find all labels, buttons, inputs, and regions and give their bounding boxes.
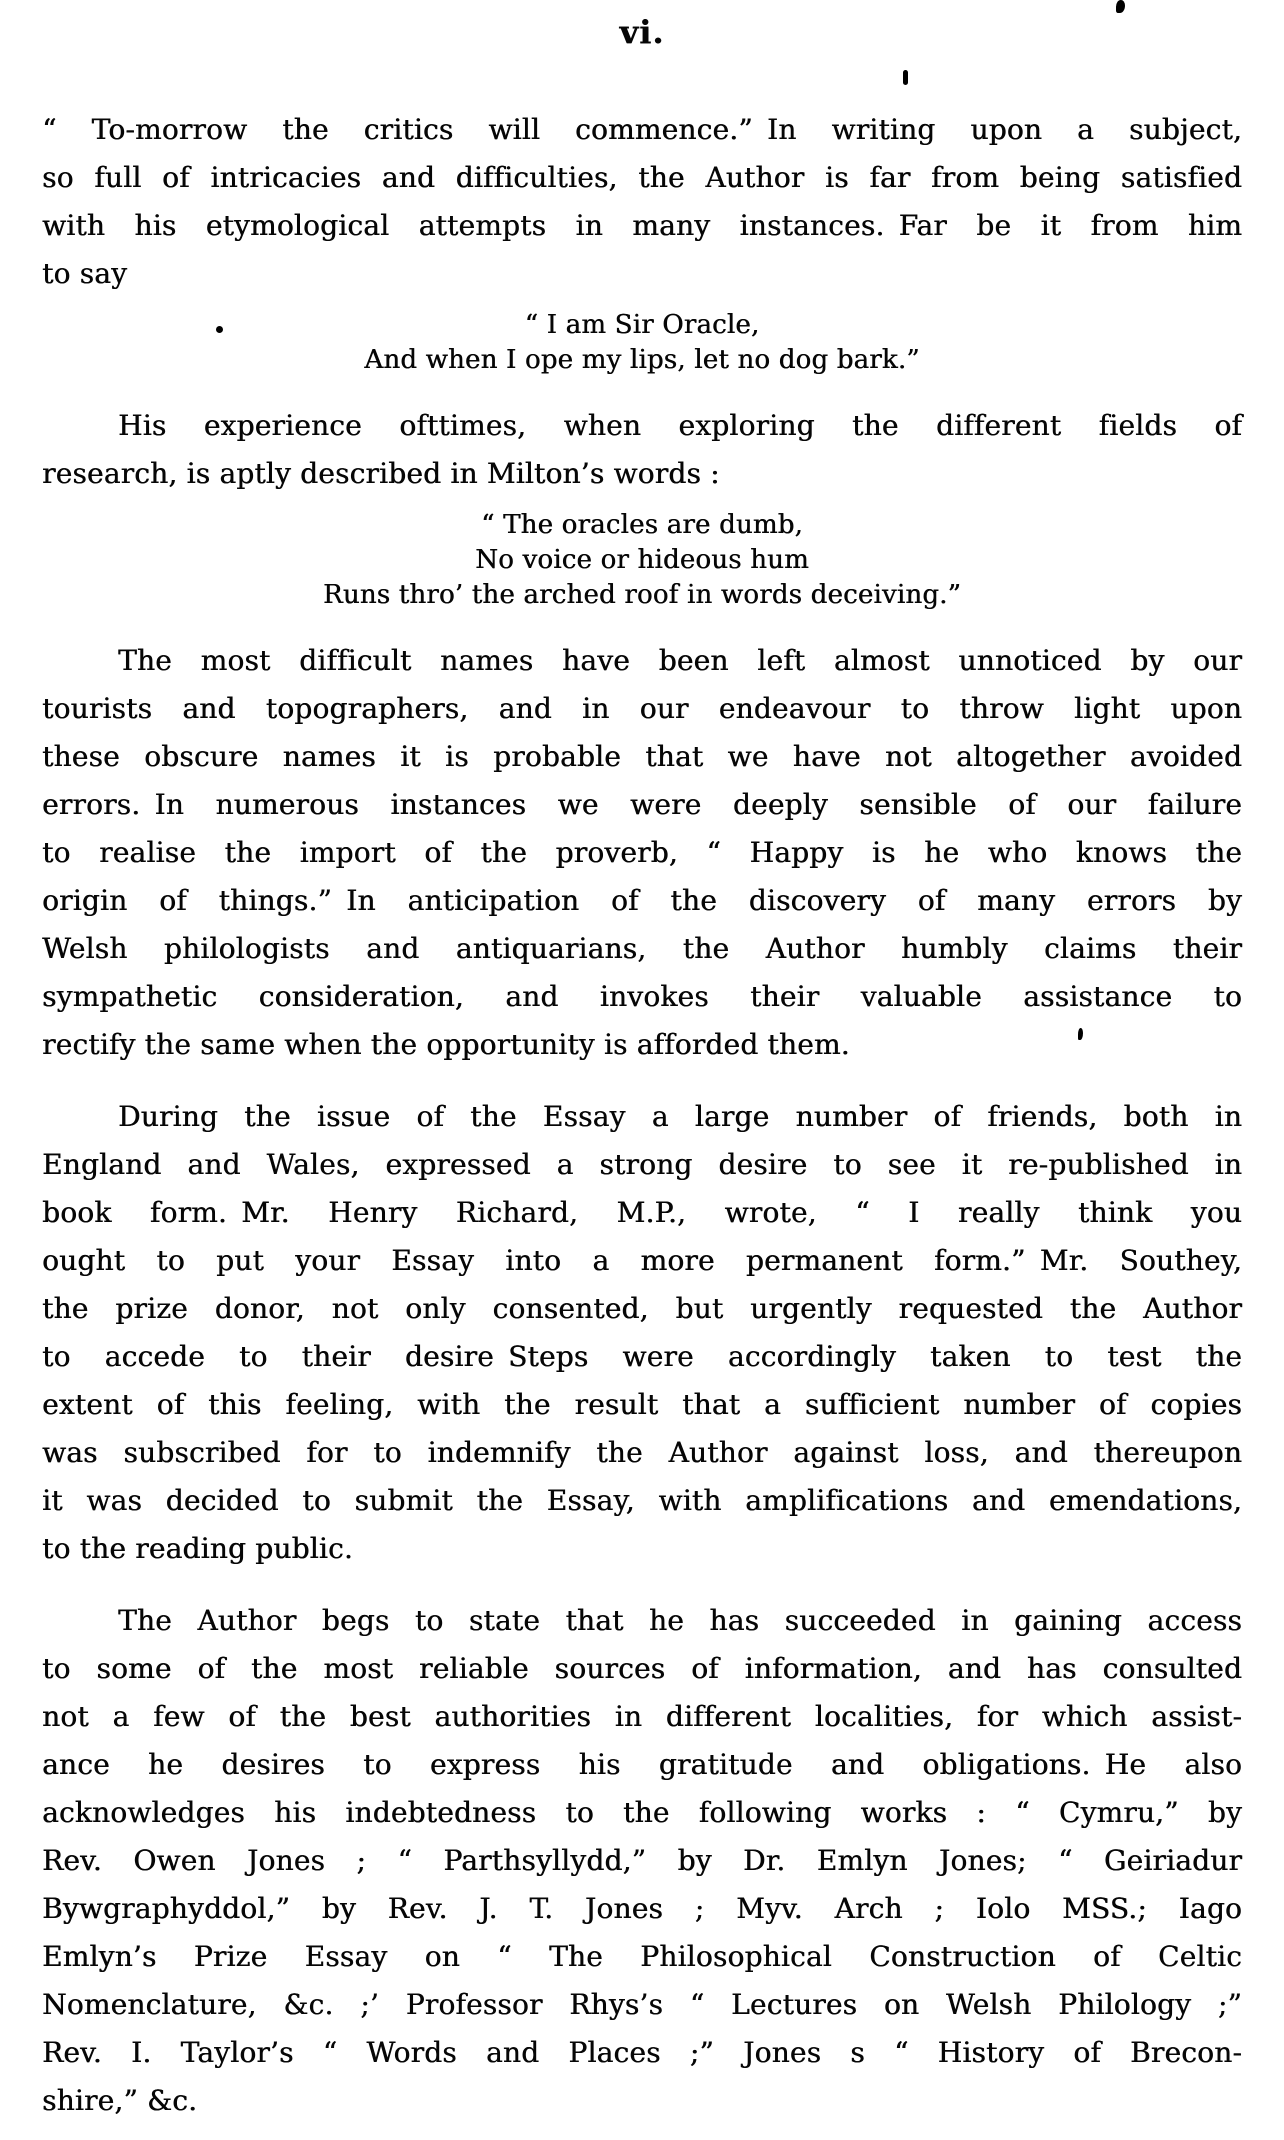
text-line: it was decided to submit the Essay, with amplifications and emendations,	[42, 1484, 1242, 1517]
text-line: The most difficult names have been left almost unnoticed by our	[118, 644, 1242, 677]
text-line: to the reading public.	[42, 1532, 353, 1565]
text-line: Emlyn’s Prize Essay on “ The Philosophical Construction of Celtic	[42, 1940, 1242, 1973]
verse-quote	[42, 508, 1242, 613]
text-line: “ To-morrow the critics will commence.” In writing upon a subject,	[42, 113, 1242, 146]
text-line: research, is aptly described in Milton’s words :	[42, 457, 720, 490]
paragraph	[42, 106, 1242, 298]
ink-speck-dot-left	[216, 326, 223, 333]
paragraph	[42, 402, 1242, 498]
text-line: ance he desires to express his gratitude and obligations. He also	[42, 1748, 1242, 1781]
text-line: ought to put your Essay into a more permanent form.” Mr. Southey,	[42, 1244, 1242, 1277]
page-content	[42, 106, 1242, 2125]
ink-speck-apostrophe	[903, 70, 908, 85]
text-line: Rev. Owen Jones ; “ Parthsyllydd,” by Dr. Emlyn Jones; “ Geiriadur	[42, 1844, 1242, 1877]
text-line: “ I am Sir Oracle,	[524, 310, 760, 340]
text-line: to accede to their desire Steps were accordingly taken to test the	[42, 1340, 1242, 1373]
text-line: England and Wales, expressed a strong desire to see it re-published in	[42, 1148, 1242, 1181]
text-line: the prize donor, not only consented, but urgently requested the Author	[42, 1292, 1242, 1325]
text-line: book form. Mr. Henry Richard, M.P., wrote, “ I really think you	[42, 1196, 1242, 1229]
text-line: to some of the most reliable sources of information, and has consulted	[42, 1652, 1242, 1685]
text-line: No voice or hideous hum	[475, 545, 809, 575]
text-line: with his etymological attempts in many instances. Far be it from him	[42, 209, 1242, 242]
text-line: not a few of the best authorities in different localities, for which assist-	[42, 1700, 1242, 1733]
text-line: Runs thro’ the arched roof in words deceiving.”	[322, 580, 962, 610]
paragraph	[42, 1093, 1242, 1573]
text-line: these obscure names it is probable that we have not altogether avoided	[42, 740, 1242, 773]
text-line: rectify the same when the opportunity is afforded them.	[42, 1028, 850, 1061]
text-line: Bywgraphyddol,” by Rev. J. T. Jones ; Myv. Arch ; Iolo MSS.; Iago	[42, 1892, 1242, 1925]
text-line: errors. In numerous instances we were deeply sensible of our failure	[42, 788, 1242, 821]
text-line: to realise the import of the proverb, “ Happy is he who knows the	[42, 836, 1242, 869]
text-line: shire,” &c.	[42, 2084, 198, 2117]
paragraph	[42, 637, 1242, 1069]
text-line: Nomenclature, &c. ;’ Professor Rhys’s “ Lectures on Welsh Philology ;”	[42, 1988, 1242, 2021]
text-line: origin of things.” In anticipation of the discovery of many errors by	[42, 884, 1242, 917]
paragraph	[42, 1597, 1242, 2125]
text-line: so full of intricacies and difficulties, the Author is far from being satisfied	[42, 161, 1242, 194]
verse-quote	[42, 308, 1242, 378]
text-line: And when I ope my lips, let no dog bark.”	[364, 345, 920, 375]
text-line: acknowledges his indebtedness to the following works : “ Cymru,” by	[42, 1796, 1242, 1829]
text-line: Welsh philologists and antiquarians, the Author humbly claims their	[42, 932, 1242, 965]
text-line: to say	[42, 257, 128, 290]
text-line: The Author begs to state that he has succeeded in gaining access	[118, 1604, 1242, 1637]
text-line: “ The oracles are dumb,	[481, 510, 803, 540]
text-line: His experience ofttimes, when exploring the different fields of	[118, 409, 1242, 442]
text-line: extent of this feeling, with the result that a sufficient number of copies	[42, 1388, 1242, 1421]
text-line: tourists and topographers, and in our endeavour to throw light upon	[42, 692, 1242, 725]
text-line: sympathetic consideration, and invokes their valuable assistance to	[42, 980, 1242, 1013]
text-line: Rev. I. Taylor’s “ Words and Places ;” Jones s “ History of Brecon-	[42, 2036, 1242, 2069]
text-line: was subscribed for to indemnify the Author against loss, and thereupon	[42, 1436, 1242, 1469]
page-number: vi.	[619, 13, 665, 51]
text-line: During the issue of the Essay a large number of friends, both in	[118, 1100, 1242, 1133]
